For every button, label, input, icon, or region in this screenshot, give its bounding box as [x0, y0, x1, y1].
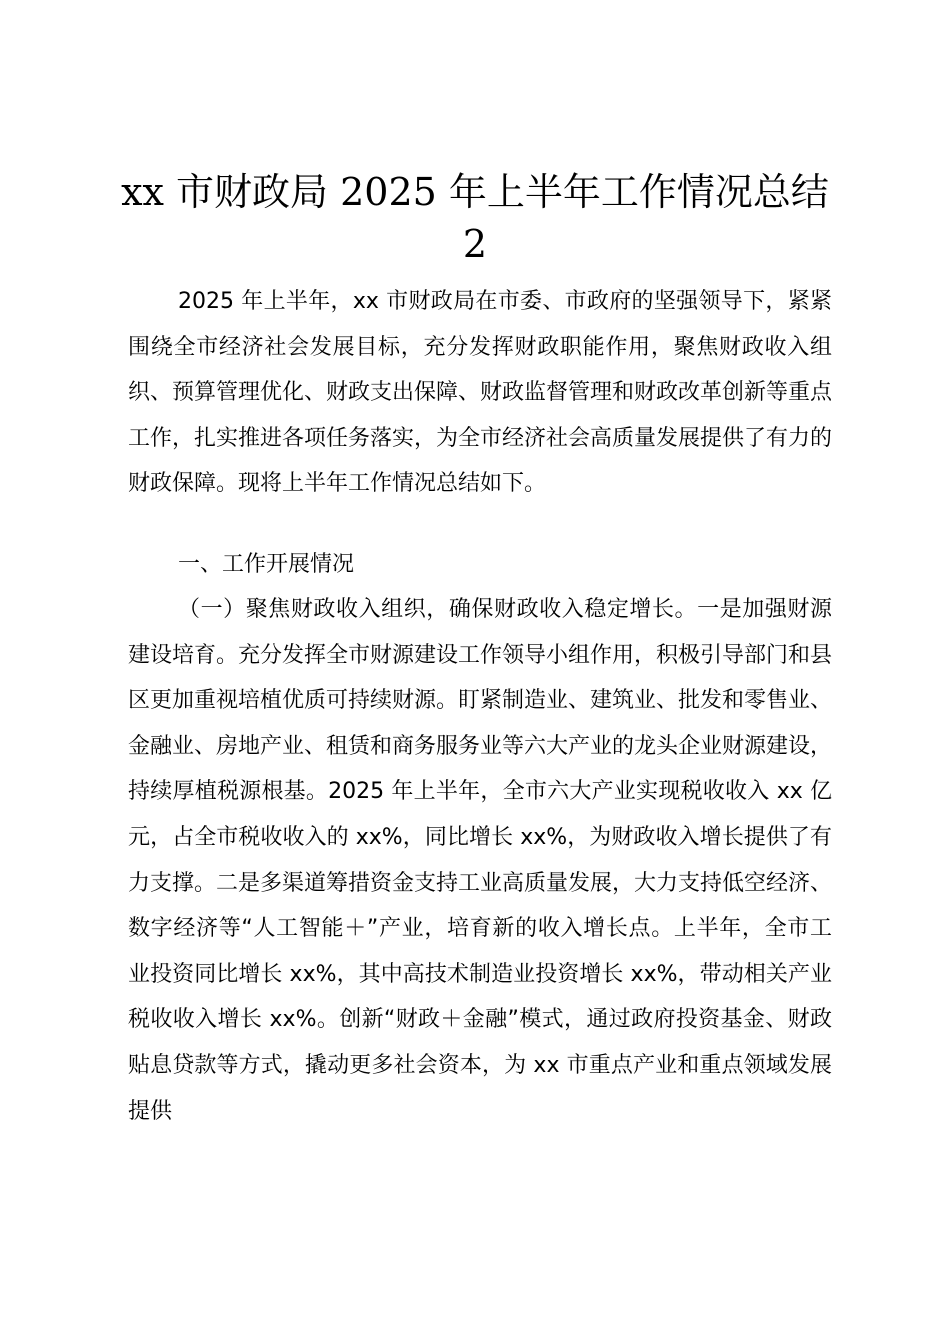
- document-title: xx 市财政局 2025 年上半年工作情况总结 2: [121, 170, 829, 266]
- section-heading: 一、工作开展情况: [178, 552, 355, 577]
- section-one-paragraph: （一）聚焦财政收入组织，确保财政收入稳定增长。一是加强财源建设培育。充分发挥全市财源建设工作领导小组作用，积极引导部门和县区更加重视培植优质可持续财源。盯紧制造业、建筑业、批发和零售业、金融业、房地产业、租赁和商务服务业等六大产业的龙头企业财源建设，持续厚植税源根基。2025 年上半年，全市六大产业实现税收收入 xx 亿元，占全市税收收入的 xx%，同比增长 xx%，为财政收入增长提供了有力支撑。二是多渠道筹措资金支持工业高质量发展，大力支持低空经济、数字经济等“人工智能＋”产业，培育新的收入增长点。上半年，全市工业投资同比增长 xx%，其中高技术制造业投资增长 xx%，带动相关产业税收收入增长 xx%。创新“财政＋金融”模式，通过政府投资基金、财政贴息贷款等方式，撬动更多社会资本，为 xx 市重点产业和重点领域发展提供: [128, 597, 833, 1124]
- intro-paragraph: 2025 年上半年，xx 市财政局在市委、市政府的坚强领导下，紧紧围绕全市经济社会发展目标，充分发挥财政职能作用，聚焦财政收入组织、预算管理优化、财政支出保障、财政监督管理和财政改革创新等重点工作，扎实推进各项任务落实，为全市经济社会高质量发展提供了有力的财政保障。现将上半年工作情况总结如下。: [128, 289, 833, 497]
